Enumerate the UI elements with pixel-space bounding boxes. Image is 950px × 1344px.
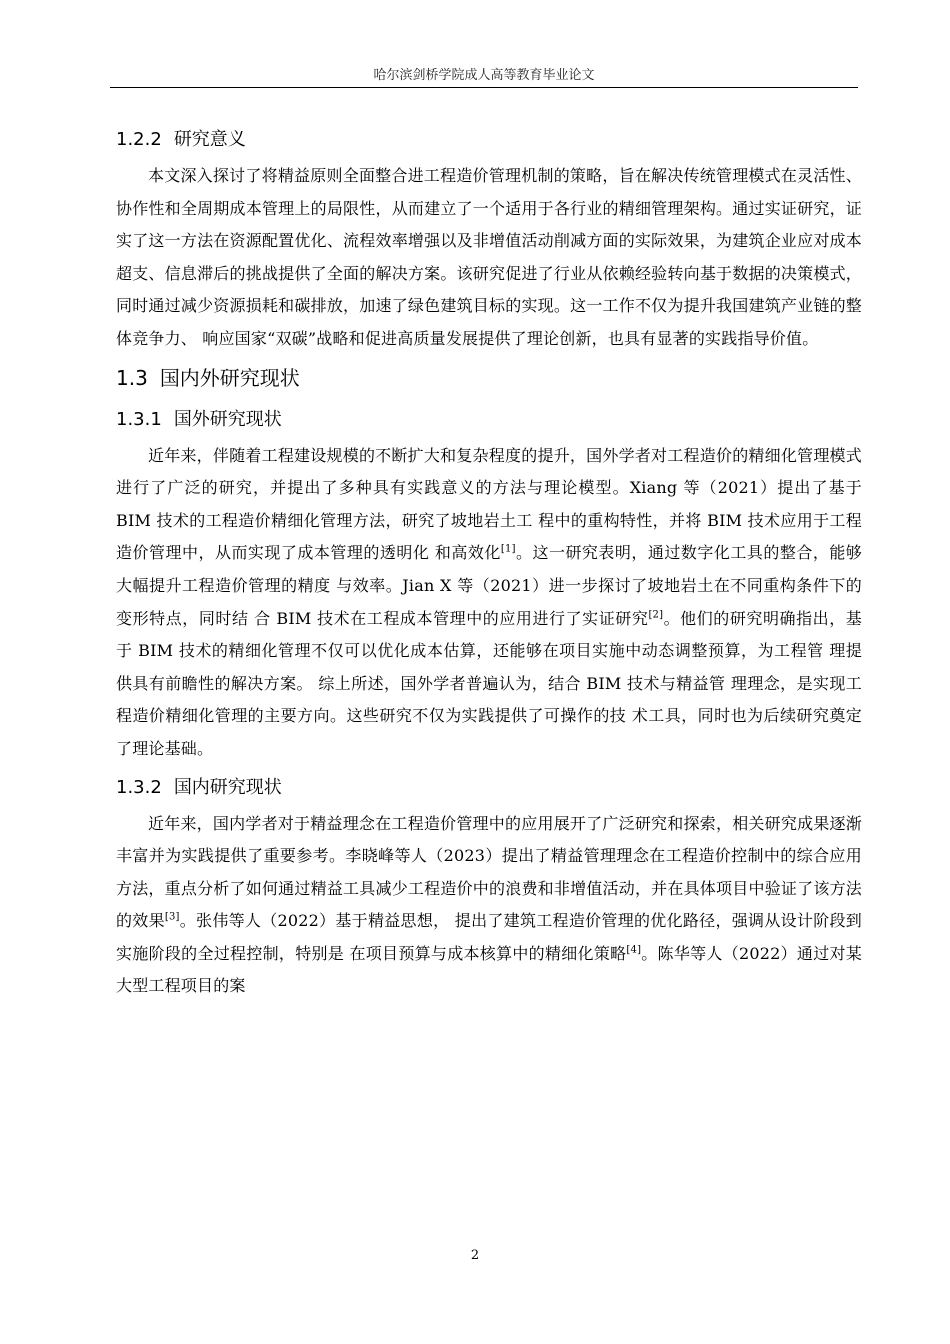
section-title: 国外研究现状: [173, 408, 282, 430]
citation-ref[interactable]: [3]: [164, 911, 180, 923]
page-number: 2: [470, 1248, 480, 1263]
header-divider: [110, 87, 858, 88]
section-heading: [116, 358, 862, 398]
section-heading: [116, 400, 862, 440]
paragraph-text: 。张伟等人（2022）基于精益思想， 提出了建筑工程造价管理的优化路径，强调从设计阶段到实施阶段的全过程控制，特别是 在项目预算与成本核算中的精细化策略: [116, 911, 862, 963]
paragraph: [116, 440, 862, 766]
paragraph: [116, 808, 862, 1004]
section-title: 研究意义: [173, 129, 246, 150]
running-header: 哈尔滨剑桥学院成人高等教育毕业论文: [373, 68, 595, 83]
section-heading: [116, 120, 862, 160]
citation-ref[interactable]: [1]: [500, 544, 516, 556]
section-1-3-1: [116, 400, 862, 766]
paragraph: 本文深入探讨了将精益原则全面整合进工程造价管理机制的策略，旨在解决传统管理模式在灵活性、协作性和全周期成本管理上的局限性，从而建立了一个适用于各行业的精细管理架构。通过实证研究，证实了这一方法在资源配置优化、流程效率增强以及非增值活动削减方面的实际效果，为建筑企业应对成本超支、信息滞后的挑战提供了全面的解决方案。该研究促进了行业从依赖经验转向基于数据的决策模式，同时通过减少资源损耗和碳排放，加速了绿色建筑目标的实现。这一工作不仅为提升我国建筑产业链的整体竞争力、 响应国家“双碳”战略和促进高质量发展提供了理论创新，也具有显著的实践指导价值。: [116, 166, 862, 348]
paragraph-text: 。陈华等人（2022）通过对某大型工程项目的案: [116, 943, 862, 996]
citation-ref[interactable]: [4]: [626, 944, 642, 956]
section-1-3-2: [116, 768, 862, 1004]
paragraph-text: 。他们的研究明确指出，基于 BIM 技术的精细化管理不仅可以优化成本估算，还能够在项目实施中动态调整预算，为工程管 理提供具有前瞻性的解决方案。 综上所述，国外学者普遍认为，结合 BIM 技术与精益管 理理念，是实现工程造价精细化管理的主要方向。这些研究不仅为实践提供了可操作的技 术工具，同时也为后续研究奠定了理论基础。: [116, 608, 862, 758]
citation-ref[interactable]: [2]: [648, 609, 664, 621]
paragraph-text: 近年来，伴随着工程建设规模的不断扩大和复杂程度的提升，国外学者对工程造价的精细化管理模式进行了广泛的研究，并提出了多种具有实践意义的方法与理论模型。Xiang 等（2021）提出了基于 BIM 技术的工程造价精细化管理方法，研究了坡地岩土工 程中的重构特性，并将 BIM 技术应用于工程造价管理中，从而实现了成本管理的透明化 和高效化: [116, 445, 862, 563]
section-number: 1.3.1: [116, 408, 162, 430]
section-number: 1.3: [116, 365, 148, 390]
section-title: 国内外研究现状: [159, 365, 300, 390]
section-heading: [116, 768, 862, 808]
paragraph-text: 近年来，国内学者对于精益理念在工程造价管理中的应用展开了广泛研究和探索，相关研究成果逐渐丰富并为实践提供了重要参考。李晓峰等人（2023）提出了精益管理理念在工程造价控制中的综合应用方法，重点分析了如何通过精益工具减少工程造价中的浪费和非增值活动，并在具体项目中验证了该方法的效果: [116, 813, 862, 931]
section-1-3: [116, 358, 862, 398]
section-number: 1.2.2: [116, 129, 162, 150]
section-title: 国内研究现状: [173, 776, 282, 798]
paragraph-text: 。这一研究表明，通过数字化工具的整合，能够大幅提升工程造价管理的精度 与效率。Jian X 等（2021）进一步探讨了坡地岩土在不同重构条件下的变形特点，同时结 合 BIM 技术在工程成本管理中的应用进行了实证研究: [116, 543, 863, 628]
page-body: [116, 120, 862, 1005]
section-1-2-2: [116, 120, 862, 356]
section-number: 1.3.2: [116, 776, 162, 798]
